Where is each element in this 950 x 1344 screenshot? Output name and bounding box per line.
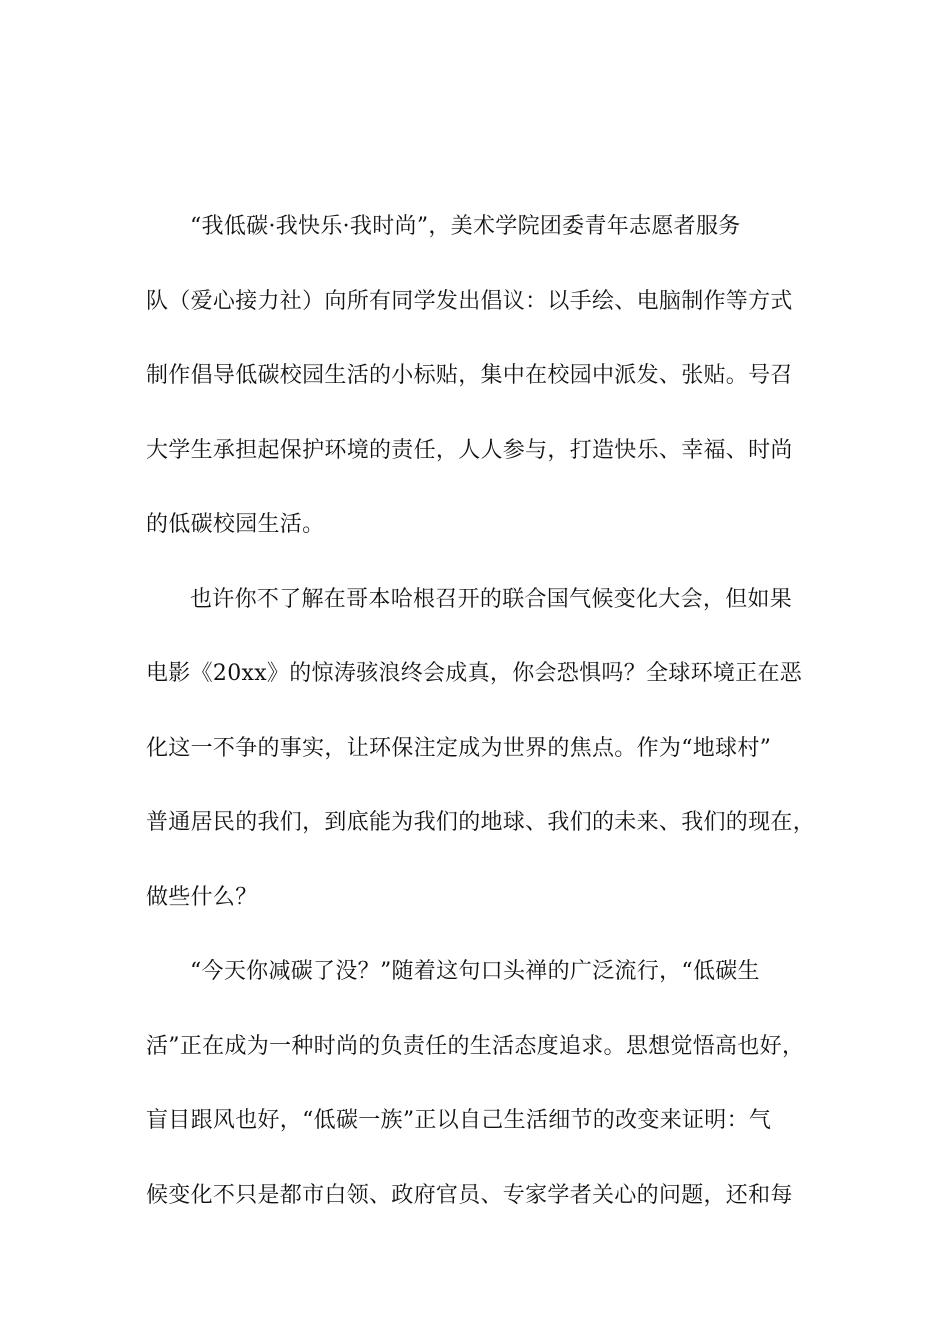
paragraph-line: 盲目跟风也好，“低碳一族”正以自己生活细节的改变来证明：气 xyxy=(146,1108,772,1133)
paragraph-1 xyxy=(146,200,816,573)
paragraph-line: 做些什么？ xyxy=(146,884,258,910)
paragraph-line: 普通居民的我们，到底能为我们的地球、我们的未来、我们的现在， xyxy=(146,810,816,835)
paragraph-2 xyxy=(146,573,816,946)
paragraph-3 xyxy=(146,945,816,1243)
paragraph-line: 制作倡导低碳校园生活的小标贴，集中在校园中派发、张贴。号召 xyxy=(146,363,793,388)
paragraph-line: 电影《20xx》的惊涛骇浪终会成真，你会恐惧吗？全球环境正在恶 xyxy=(146,661,803,686)
paragraph-line: 队（爱心接力社）向所有同学发出倡议：以手绘、电脑制作等方式 xyxy=(146,288,793,314)
paragraph-line: 候变化不只是都市白领、政府官员、专家学者关心的问题，还和每 xyxy=(146,1182,793,1208)
paragraph-line: 大学生承担起保护环境的责任，人人参与，打造快乐、幸福、时尚 xyxy=(146,437,793,463)
paragraph-line: 也许你不了解在哥本哈根召开的联合国气候变化大会，但如果 xyxy=(190,586,793,612)
paragraph-line: “今天你减碳了没？”随着这句口头禅的广泛流行，“低碳生 xyxy=(190,959,760,984)
paragraph-line: “我低碳·我快乐·我时尚”，美术学院团委青年志愿者服务 xyxy=(190,214,741,239)
paragraph-line: 的低碳校园生活。 xyxy=(146,512,325,537)
document-body xyxy=(146,200,816,1243)
paragraph-line: 活”正在成为一种时尚的负责任的生活态度追求。思想觉悟高也好， xyxy=(146,1033,805,1059)
paragraph-line: 化这一不争的事实，让环保注定成为世界的焦点。作为“地球村” xyxy=(146,735,772,761)
